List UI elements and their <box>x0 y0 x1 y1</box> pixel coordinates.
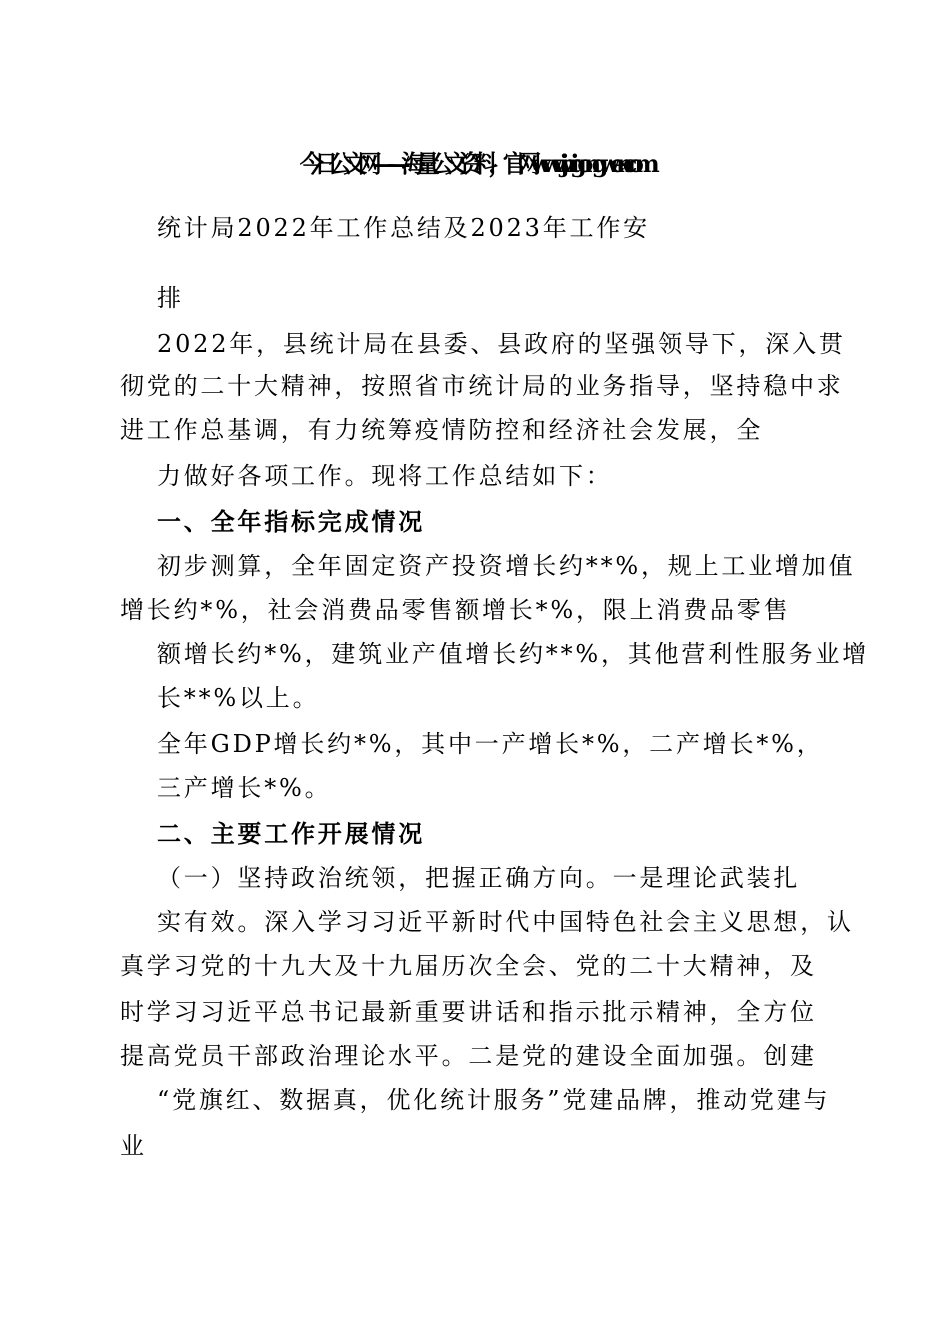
section-1-line: 增长约*%，社会消费品零售额增长*%，限上消费品零售 <box>120 596 791 624</box>
doc-title-line-2: 排 <box>157 284 184 312</box>
section-1-line: 初步测算，全年固定资产投资增长约**%，规上工业增加值 <box>157 552 856 580</box>
section-1-line: 额增长约*%，建筑业产值增长约**%，其他营利性服务业增 <box>157 640 870 668</box>
section-2-line: “党旗红、数据真，优化统计服务”党建品牌，推动党建与 <box>157 1086 831 1114</box>
section-1-line: 全年GDP增长约*%，其中一产增长*%，二产增长*%， <box>157 730 824 758</box>
section-2-line: 提高党员干部政治理论水平。二是党的建设全面加强。创建 <box>120 1042 817 1070</box>
intro-line: 力做好各项工作。现将工作总结如下： <box>157 462 613 490</box>
section-2-line: 时学习习近平总书记最新重要讲话和指示批示精神，全方位 <box>120 998 817 1026</box>
site-banner: 今日公文网——海量公文资料，官网 www.jinrigongwen.com <box>299 149 651 178</box>
intro-line: 彻党的二十大精神，按照省市统计局的业务指导，坚持稳中求 <box>120 372 844 400</box>
section-2-line: （一）坚持政治统领，把握正确方向。一是理论武装扎 <box>157 864 801 892</box>
intro-line: 2022年，县统计局在县委、县政府的坚强领导下，深入贯 <box>157 330 846 358</box>
doc-title-line-1: 统计局2022年工作总结及2023年工作安 <box>157 214 650 242</box>
section-2-line: 真学习党的十九大及十九届历次全会、党的二十大精神，及 <box>120 952 817 980</box>
section-2-line: 业 <box>120 1132 147 1160</box>
intro-line: 进工作总基调，有力统筹疫情防控和经济社会发展，全 <box>120 416 764 444</box>
section-2-line: 实有效。深入学习习近平新时代中国特色社会主义思想，认 <box>157 908 854 936</box>
section-1-line: 长**%以上。 <box>157 684 320 712</box>
section-1-heading: 一、全年指标完成情况 <box>157 507 425 536</box>
section-2-heading: 二、主要工作开展情况 <box>157 819 425 848</box>
section-1-line: 三产增长*%。 <box>157 774 332 802</box>
